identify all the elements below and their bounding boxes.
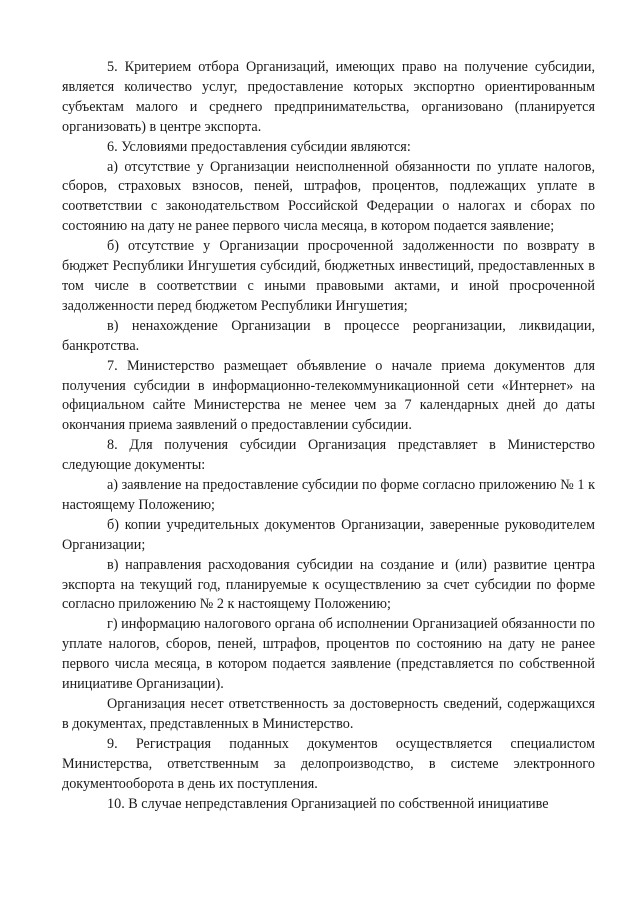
paragraph-8a: а) заявление на предоставление субсидии по форме согласно приложению № 1 к настоящему Положению; bbox=[62, 477, 595, 513]
paragraph-6a: а) отсутствие у Организации неисполненной обязанности по уплате налогов, сборов, страховых взносов, пеней, штрафов, процентов, подлежащих уплате в соответствии с законодательством Российской Федерации о налогах и сборах по состоянию на дату не ранее первого числа месяца, в котором подается заявление; bbox=[62, 158, 595, 235]
paragraph-6c: в) ненахождение Организации в процессе реорганизации, ликвидации, банкротства. bbox=[62, 317, 595, 354]
paragraph-6-conditions: 6. Условиями предоставления субсидии являются: bbox=[107, 138, 411, 155]
paragraph-10-start: 10. В случае непредставления Организацией по собственной инициативе bbox=[107, 795, 549, 812]
paragraph-6b: б) отсутствие у Организации просроченной задолженности по возврату в бюджет Республики Ингушетия субсидий, бюджетных инвестиций, предоставленных в том числе в соответствии с иными правовыми актами, и иной просроченной задолженности перед бюджетом Республики Ингушетия; bbox=[62, 238, 595, 314]
paragraph-responsibility: Организация несет ответственность за достоверность сведений, содержащихся в документах, представленных в Министерство. bbox=[62, 696, 595, 732]
document-page bbox=[62, 58, 595, 814]
paragraph-8b: б) копии учредительных документов Организации, заверенные руководителем Организации; bbox=[62, 516, 595, 553]
paragraph-8c: в) направления расходования субсидии на создание и (или) развитие центра экспорта на текущий год, планируемые к осуществлению за счет субсидии по форме согласно приложению № 2 к настоящему Положению; bbox=[62, 556, 595, 613]
paragraph-8-documents: 8. Для получения субсидии Организация представляет в Министерство следующие документы: bbox=[62, 437, 595, 474]
paragraph-5-criterion: 5. Критерием отбора Организаций, имеющих право на получение субсидии, является количество услуг, предоставление которых экспортно ориентированным субъектам малого и среднего предпринимательства, организовано (планируется организовать) в центре экспорта. bbox=[62, 59, 595, 135]
paragraph-9-registration: 9. Регистрация поданных документов осуществляется специалистом Министерства, ответственным за делопроизводство, в системе электронного документооборота в день их поступления. bbox=[62, 735, 595, 792]
paragraph-8d: г) информацию налогового органа об исполнении Организацией обязанности по уплате налогов, сборов, пеней, штрафов, процентов по состоянию на дату не ранее первого числа месяца, в котором подается заявление (представляется по собственной инициативе Организации). bbox=[62, 616, 595, 693]
paragraph-7-announcement: 7. Министерство размещает объявление о начале приема документов для получения субсидии в информационно-телекоммуникационной сети «Интернет» на официальном сайте Министерства не менее чем за 7 календарных дней до даты окончания приема заявлений о предоставлении субсидии. bbox=[62, 357, 595, 434]
